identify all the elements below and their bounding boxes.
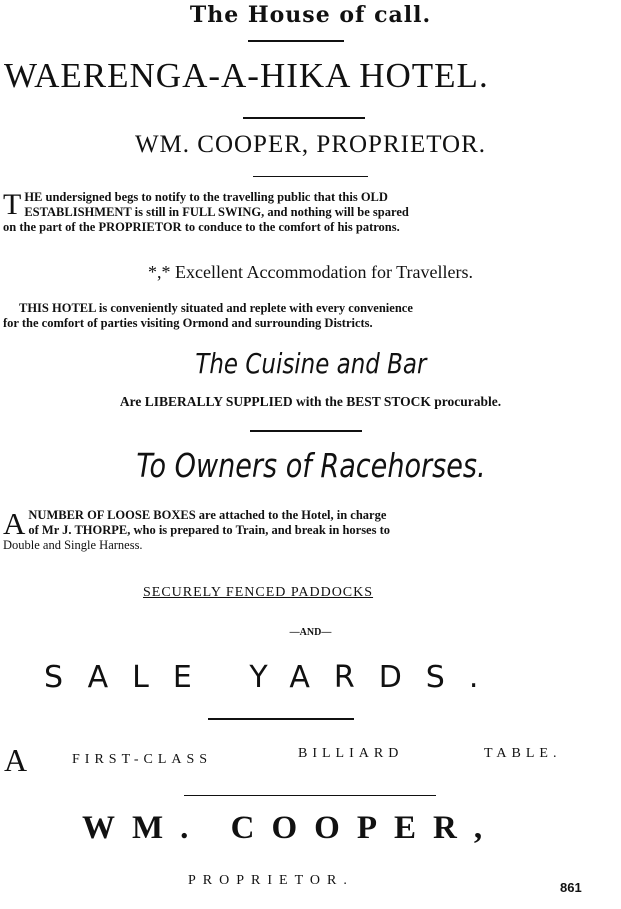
and-separator: —AND— [289, 627, 332, 638]
sale-yards-heading: SALE YARDS. [44, 660, 503, 695]
divider [208, 718, 354, 720]
footer-name: WM. COOPER, [82, 810, 500, 846]
billiard-table: TABLE. [484, 746, 562, 761]
racehorses-title-wrap [0, 446, 621, 486]
drop-cap: T [3, 188, 22, 221]
racehorses-paragraph [3, 508, 589, 553]
situation-paragraph [3, 301, 589, 331]
drop-cap: A [3, 506, 26, 541]
footer-proprietor: PROPRIETOR. [188, 873, 354, 888]
cuisine-text: Are LIBERALLY SUPPLIED with the BEST STOCK procurable. [119, 394, 502, 409]
racehorses-line: NUMBER OF LOOSE BOXES are attached to the Hotel, in charge [28, 508, 387, 522]
cuisine-title: The Cuisine and Bar [194, 347, 427, 380]
hotel-name: WAERENGA-A-HIKA HOTEL. [4, 56, 489, 95]
situation-line: for the comfort of parties visiting Ormond and surrounding Districts. [3, 316, 373, 330]
billiard-word: BILLIARD [298, 746, 404, 761]
intro-paragraph [3, 190, 589, 235]
cuisine-title-wrap [0, 347, 621, 381]
divider [184, 795, 436, 796]
billiard-line [4, 742, 604, 782]
racehorses-line: of Mr J. THORPE, who is prepared to Train, and break in horses to [28, 523, 391, 537]
paddocks-heading: SECURELY FENCED PADDOCKS [143, 585, 374, 600]
billiard-first-class: FIRST-CLASS [72, 752, 213, 767]
intro-line: HE undersigned begs to notify to the travelling public that this OLD [24, 190, 388, 204]
situation-line: THIS HOTEL is conveniently situated and replete with every convenience [19, 301, 413, 315]
divider [253, 176, 368, 177]
intro-line: on the part of the PROPRIETOR to conduce to the comfort of his patrons. [3, 220, 400, 234]
divider [250, 430, 362, 432]
billiard-a: A [4, 742, 28, 778]
accommodation-line: *,* Excellent Accommodation for Travellers. [148, 262, 473, 282]
intro-line: ESTABLISHMENT is still in FULL SWING, and nothing will be spared [24, 205, 409, 219]
page-title: The House of call. [189, 2, 432, 28]
racehorses-title: To Owners of Racehorses. [135, 446, 486, 485]
divider [248, 40, 344, 42]
proprietor-line: WM. COOPER, PROPRIETOR. [134, 131, 487, 158]
racehorses-line: Double and Single Harness. [3, 538, 143, 552]
page-number: 861 [560, 880, 582, 895]
divider [243, 117, 365, 119]
